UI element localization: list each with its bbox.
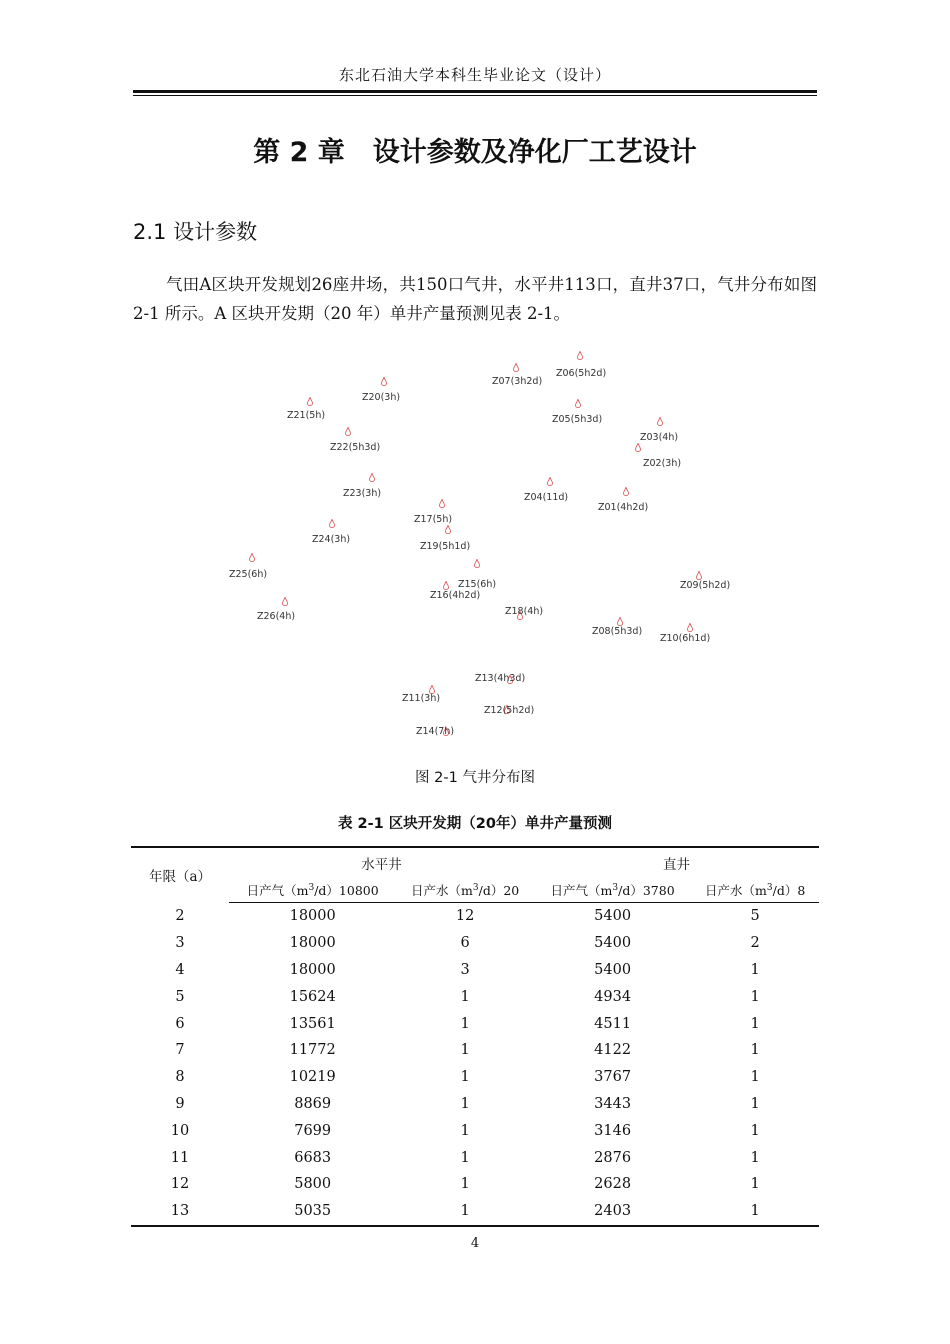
table-cell: 1 [750,1122,760,1139]
table-cell: 1 [750,1203,760,1220]
well-label: Z06(5h2d) [556,368,607,379]
well-label: Z25(6h) [229,569,268,580]
table-cell: 10 [170,1122,190,1139]
page-number: 4 [470,1236,480,1251]
header-rule-thin [133,95,817,96]
table-cell: 15624 [289,988,336,1005]
table-cell: 11772 [289,1042,336,1059]
table-cell: 1 [460,1015,470,1032]
table-row [131,1198,819,1226]
table-cell: 18000 [289,961,336,978]
table-cell: 5400 [594,961,632,978]
well-label: Z04(11d) [524,492,569,503]
table-cell: 6683 [294,1149,332,1166]
table-cell: 5 [175,988,185,1005]
col-v-water: 日产水$(m^3/d)8$ [691,878,819,903]
table-cell: 8 [175,1069,185,1086]
gas-well-pin-icon [577,351,583,360]
gas-well-pin-icon [575,399,581,408]
table-cell: 3767 [594,1069,632,1086]
well-label: Z19(5h1d) [420,541,471,552]
table-cell: 1 [750,988,760,1005]
table-row [131,1064,819,1091]
table-cell: 5800 [294,1176,332,1193]
body-paragraph: 气田A区块开发规划26座井场，共150口气井，水平井113口，直井37口，气井分布如图 2-1 所示。A 区块开发期（20 年）单井产量预测见表 2-1。 [133,275,817,323]
well-label: Z17(5h) [414,514,453,525]
table-cell: 13561 [289,1015,336,1032]
col-h-water: 日产水$(m^3/d)20$ [396,878,534,903]
table-cell: 1 [750,1149,760,1166]
well-label: Z26(4h) [257,611,296,622]
table-cell: 5400 [594,908,632,925]
table-cell: 3146 [594,1122,632,1139]
table-row [131,1171,819,1198]
well-label: Z21(5h) [287,410,326,421]
table-cell: 5035 [294,1203,332,1220]
table-cell: 10219 [289,1069,336,1086]
running-header: 东北石油大学本科生毕业论文（设计） [338,66,611,84]
year-header: 年限（a） [148,869,212,886]
well-label: Z13(4h3d) [475,673,526,684]
table-cell: 1 [460,1176,470,1193]
table-cell: 6 [460,935,470,952]
table-cell: 3 [460,961,470,978]
table-cell: 1 [460,988,470,1005]
table-row [131,1091,819,1118]
gas-well-distribution-map [0,340,950,750]
table-cell: 12 [170,1176,190,1193]
table-cell: 1 [460,1069,470,1086]
table-row [131,1144,819,1171]
well-label: Z05(5h3d) [552,414,603,425]
well-label: Z07(3h2d) [492,376,543,387]
well-label: Z11(3h) [402,693,441,704]
table-cell: 5 [750,908,760,925]
table-cell: 4 [175,961,185,978]
gas-well-pin-icon [307,397,313,406]
table-cell: 1 [750,1015,760,1032]
section-title: 2.1 设计参数 [133,220,258,244]
well-label: Z22(5h3d) [330,442,381,453]
chapter-title [133,130,817,169]
table-cell: 4511 [594,1015,632,1032]
col-v-gas: 日产气$(m^3/d)3780$ [534,878,691,903]
gas-well-pin-icon [381,377,387,386]
well-label: Z23(3h) [343,488,382,499]
well-label: Z03(4h) [640,432,679,443]
gas-well-pin-icon [249,553,255,562]
well-label: Z12(5h2d) [484,705,535,716]
table-row [131,1117,819,1144]
table-row [131,903,819,930]
gas-well-pin-icon [547,477,553,486]
table-cell: 8869 [294,1095,332,1112]
gas-well-pin-icon [329,519,335,528]
table-row [131,1037,819,1064]
well-label: Z20(3h) [362,392,401,403]
table-cell: 6 [175,1015,185,1032]
table-cell: 18000 [289,935,336,952]
table-cell: 2 [750,935,760,952]
well-label: Z15(6h) [458,579,497,590]
table-cell: 2876 [594,1149,632,1166]
table-row [131,957,819,984]
table-cell: 1 [750,1069,760,1086]
well-label: Z16(4h2d) [430,590,481,601]
table-cell: 2628 [594,1176,632,1193]
well-label: Z09(5h2d) [680,580,731,591]
table-cell: 1 [460,1122,470,1139]
table-cell: 4934 [594,988,632,1005]
table-cell: 18000 [289,908,336,925]
table-cell: 1 [750,1042,760,1059]
table-cell: 7699 [294,1122,332,1139]
figure-caption: 图 2-1 气井分布图 [415,770,535,786]
gas-well-pin-icon [635,443,641,452]
horizontal-well-group: 水平井 [361,857,402,873]
table-row [131,930,819,957]
chapter-heading: 设计参数及净化厂工艺设计 [372,137,697,168]
table-cell: 7 [175,1042,185,1059]
table-cell: 11 [170,1149,190,1166]
table-cell: 1 [460,1042,470,1059]
well-label: Z02(3h) [643,458,682,469]
gas-well-pin-icon [474,559,480,568]
gas-well-pin-icon [513,363,519,372]
table-cell: 3443 [594,1095,632,1112]
table-cell: 9 [175,1095,185,1112]
table-row [131,1010,819,1037]
table-caption: 表 2-1 区块开发期（20年）单井产量预测 [338,816,612,832]
gas-well-pin-icon [282,597,288,606]
vertical-well-group: 直井 [662,857,690,873]
table-cell: 4122 [594,1042,632,1059]
well-label: Z18(4h) [505,606,544,617]
table-cell: 1 [750,961,760,978]
production-table [131,846,819,1227]
table-cell: 3 [175,935,185,952]
header-rule-thick [133,90,817,93]
table-cell: 1 [750,1095,760,1112]
gas-well-pin-icon [439,499,445,508]
gas-well-pin-icon [687,623,693,632]
gas-well-pin-icon [617,617,623,626]
well-label: Z01(4h2d) [598,502,649,513]
well-label: Z08(5h3d) [592,626,643,637]
gas-well-pin-icon [623,487,629,496]
gas-well-pin-icon [443,581,449,590]
chapter-number: 第 2 章 [253,137,345,168]
table-row [131,983,819,1010]
well-label: Z24(3h) [312,534,351,545]
table-cell: 5400 [594,935,632,952]
well-label: Z14(7h) [416,726,455,737]
table-cell: 12 [455,908,475,925]
table-cell: 2403 [594,1203,632,1220]
gas-well-pin-icon [696,571,702,580]
table-cell: 1 [460,1203,470,1220]
table-cell: 1 [460,1095,470,1112]
well-label: Z10(6h1d) [660,633,711,644]
table-cell: 1 [750,1176,760,1193]
table-cell: 13 [170,1203,190,1220]
gas-well-pin-icon [657,417,663,426]
gas-well-pin-icon [369,473,375,482]
gas-well-pin-icon [345,427,351,436]
col-h-gas: 日产气$(m^3/d)10800$ [229,878,396,903]
gas-well-pin-icon [445,525,451,534]
table-cell: 1 [460,1149,470,1166]
table-cell: 2 [175,908,185,925]
